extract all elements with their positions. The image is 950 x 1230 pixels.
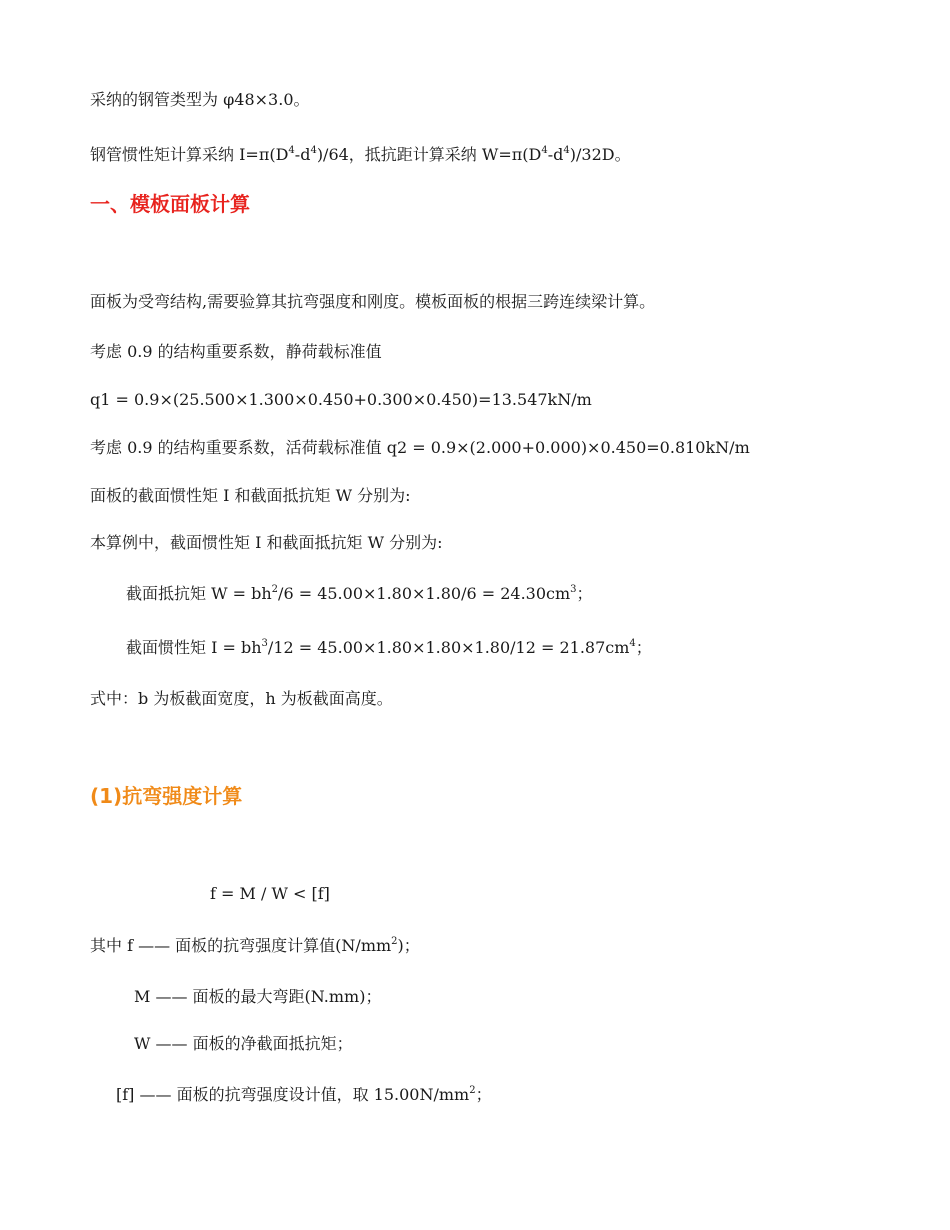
text: )； [397,936,420,955]
superscript: 4 [541,145,548,156]
text: 截面惯性矩 I = bh [126,638,262,657]
q1-equation: q1 = 0.9×(25.500×1.300×0.450+0.300×0.450)=13.547kN/m [90,390,592,409]
moment-of-inertia-line [126,638,652,658]
section-modulus-line [126,584,593,604]
text: )/32D。 [569,145,631,164]
superscript: 4 [563,145,570,156]
superscript: 3 [570,584,577,595]
paragraph-where: 式中：b 为板截面宽度，h 为板截面高度。 [90,689,393,708]
paragraph-live-load: 考虑 0.9 的结构重要系数，活荷载标准值 q2 = 0.9×(2.000+0.000)×0.450=0.810kN/m [90,438,750,457]
text: ； [475,1085,492,1104]
pipe-type-line: 采纳的钢管类型为 φ48×3.0。 [90,90,310,109]
text: )/64，抵抗距计算采纳 W=π(D [316,145,542,164]
text: /6 = 45.00×1.80×1.80/6 = 24.30cm [278,584,571,603]
text: 钢管惯性矩计算采纳 I=π(D [90,145,289,164]
section-heading-bending-strength: (1)抗弯强度计算 [90,784,243,808]
superscript: 2 [271,584,279,595]
text: ； [576,584,593,603]
text: -d [547,145,564,164]
paragraph-example: 本算例中，截面惯性矩 I 和截面抵抗矩 W 分别为: [90,533,443,552]
text: 截面抵抗矩 W = bh [126,584,272,603]
text: /12 = 45.00×1.80×1.80×1.80/12 = 21.87cm [267,638,630,657]
definition-f-design [116,1085,492,1105]
superscript: 4 [288,145,295,156]
superscript: 2 [469,1085,476,1096]
inertia-formula-line [90,145,631,165]
superscript: 3 [261,638,268,649]
bending-formula: f = M / W < [f] [210,884,330,903]
text: 其中 f —— 面板的抗弯强度计算值(N/mm [90,936,392,955]
paragraph-static-load: 考虑 0.9 的结构重要系数，静荷载标准值 [90,342,382,361]
text: ； [635,638,652,657]
superscript: 4 [629,638,636,649]
definition-w: W —— 面板的净截面抵抗矩； [134,1034,353,1053]
section-heading-formwork-panel: 一、模板面板计算 [90,192,250,216]
text: [f] —— 面板的抗弯强度设计值，取 15.00N/mm [116,1085,470,1104]
text: -d [294,145,311,164]
paragraph-section-props: 面板的截面惯性矩 I 和截面抵抗矩 W 分别为: [90,486,411,505]
superscript: 4 [310,145,317,156]
paragraph-panel-description: 面板为受弯结构,需要验算其抗弯强度和刚度。模板面板的根据三跨连续梁计算。 [90,292,656,311]
definition-f [90,936,420,956]
superscript: 2 [391,936,398,947]
definition-m: M —— 面板的最大弯距(N.mm)； [134,987,382,1006]
